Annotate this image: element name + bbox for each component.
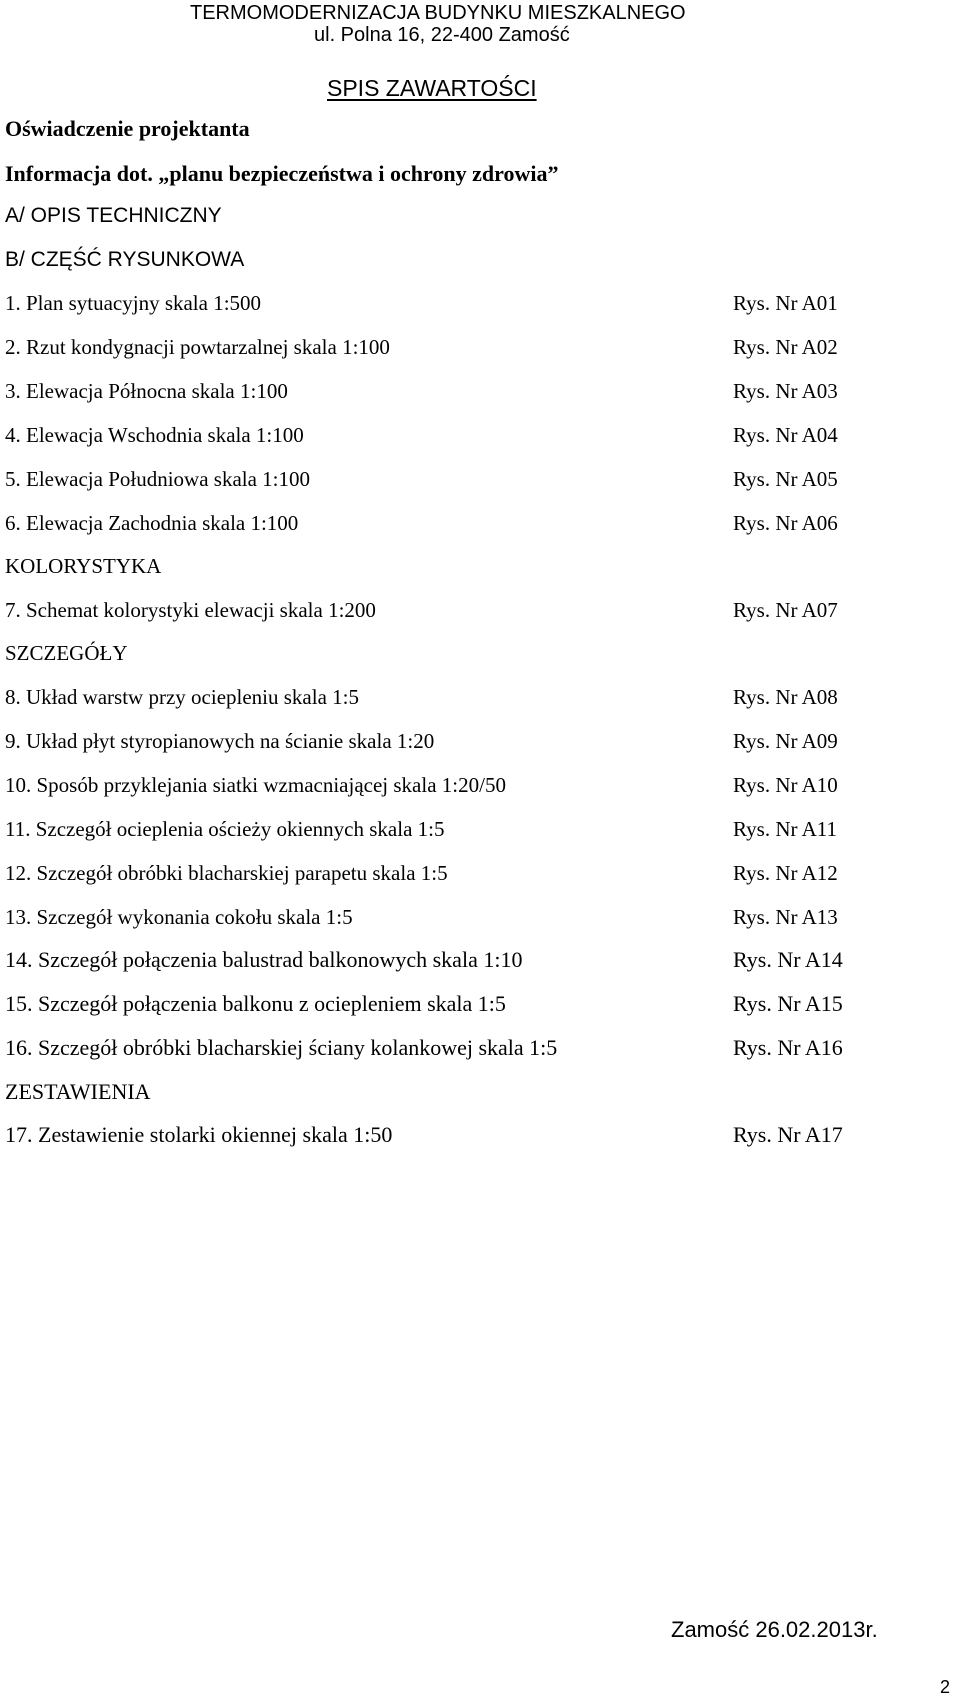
drawing-label: 3. Elewacja Północna skala 1:100 [5, 379, 288, 403]
drawing-ref: Rys. Nr A04 [733, 423, 838, 447]
drawing-label: 13. Szczegół wykonania cokołu skala 1:5 [5, 905, 353, 929]
safety-plan-info: Informacja dot. „planu bezpieczeństwa i ochrony zdrowia” [5, 161, 559, 186]
list-item [5, 771, 955, 799]
drawing-ref: Rys. Nr A15 [733, 991, 843, 1016]
list-item [5, 1121, 955, 1149]
signature-date: Zamość 26.02.2013r. [671, 1617, 878, 1642]
drawing-label: 14. Szczegół połączenia balustrad balkonowych skala 1:10 [5, 947, 523, 972]
list-item [5, 727, 955, 755]
drawing-ref: Rys. Nr A17 [733, 1122, 843, 1147]
list-item [5, 377, 955, 405]
list-item [5, 509, 955, 537]
section-heading-zestawienia: ZESTAWIENIA [5, 1079, 151, 1104]
list-item [5, 903, 955, 931]
header-title: TERMOMODERNIZACJA BUDYNKU MIESZKALNEGO [190, 2, 686, 24]
header-address: ul. Polna 16, 22-400 Zamość [314, 24, 570, 46]
list-item [5, 815, 955, 843]
drawing-ref: Rys. Nr A07 [733, 598, 838, 622]
drawing-label: 7. Schemat kolorystyki elewacji skala 1:200 [5, 598, 376, 622]
toc-title: SPIS ZAWARTOŚCI [327, 75, 537, 101]
list-item [5, 1034, 955, 1062]
list-item [5, 289, 955, 317]
designer-declaration: Oświadczenie projektanta [5, 116, 250, 141]
list-item [5, 946, 955, 974]
drawing-label: 2. Rzut kondygnacji powtarzalnej skala 1:100 [5, 335, 390, 359]
drawing-ref: Rys. Nr A01 [733, 291, 838, 315]
drawing-ref: Rys. Nr A02 [733, 335, 838, 359]
list-item [5, 596, 955, 624]
drawing-label: 8. Układ warstw przy ociepleniu skala 1:5 [5, 685, 359, 709]
drawing-ref: Rys. Nr A05 [733, 467, 838, 491]
drawing-ref: Rys. Nr A14 [733, 947, 843, 972]
list-item [5, 333, 955, 361]
drawing-label: 5. Elewacja Południowa skala 1:100 [5, 467, 311, 491]
drawing-ref: Rys. Nr A06 [733, 511, 838, 535]
list-item [5, 421, 955, 449]
drawing-label: 16. Szczegół obróbki blacharskiej ściany kolankowej skala 1:5 [5, 1035, 558, 1060]
drawing-label: 4. Elewacja Wschodnia skala 1:100 [5, 423, 304, 447]
list-item [5, 859, 955, 887]
list-item [5, 990, 955, 1018]
list-item [5, 683, 955, 711]
section-heading-kolorystyka: KOLORYSTYKA [5, 554, 162, 578]
drawing-label: 1. Plan sytuacyjny skala 1:500 [5, 291, 262, 315]
page-number: 2 [940, 1677, 951, 1697]
drawing-ref: Rys. Nr A08 [733, 685, 838, 709]
drawing-label: 10. Sposób przyklejania siatki wzmacniającej skala 1:20/50 [5, 773, 506, 797]
drawing-label: 6. Elewacja Zachodnia skala 1:100 [5, 511, 299, 535]
drawing-ref: Rys. Nr A12 [733, 861, 838, 885]
drawing-label: 9. Układ płyt styropianowych na ścianie skala 1:20 [5, 729, 435, 753]
part-b-heading: B/ CZĘŚĆ RYSUNKOWA [5, 248, 245, 271]
drawing-label: 11. Szczegół ocieplenia ościeży okiennych skala 1:5 [5, 817, 445, 841]
part-a-heading: A/ OPIS TECHNICZNY [5, 204, 222, 227]
list-item [5, 465, 955, 493]
drawing-ref: Rys. Nr A16 [733, 1035, 843, 1060]
drawing-ref: Rys. Nr A03 [733, 379, 838, 403]
drawing-ref: Rys. Nr A11 [733, 817, 837, 841]
drawing-label: 15. Szczegół połączenia balkonu z ociepleniem skala 1:5 [5, 991, 506, 1016]
drawing-ref: Rys. Nr A09 [733, 729, 838, 753]
section-heading-szczegoly: SZCZEGÓŁY [5, 641, 128, 665]
drawing-ref: Rys. Nr A10 [733, 773, 838, 797]
drawing-label: 17. Zestawienie stolarki okiennej skala 1:50 [5, 1122, 393, 1147]
drawing-label: 12. Szczegół obróbki blacharskiej parapetu skala 1:5 [5, 861, 448, 885]
drawing-ref: Rys. Nr A13 [733, 905, 838, 929]
